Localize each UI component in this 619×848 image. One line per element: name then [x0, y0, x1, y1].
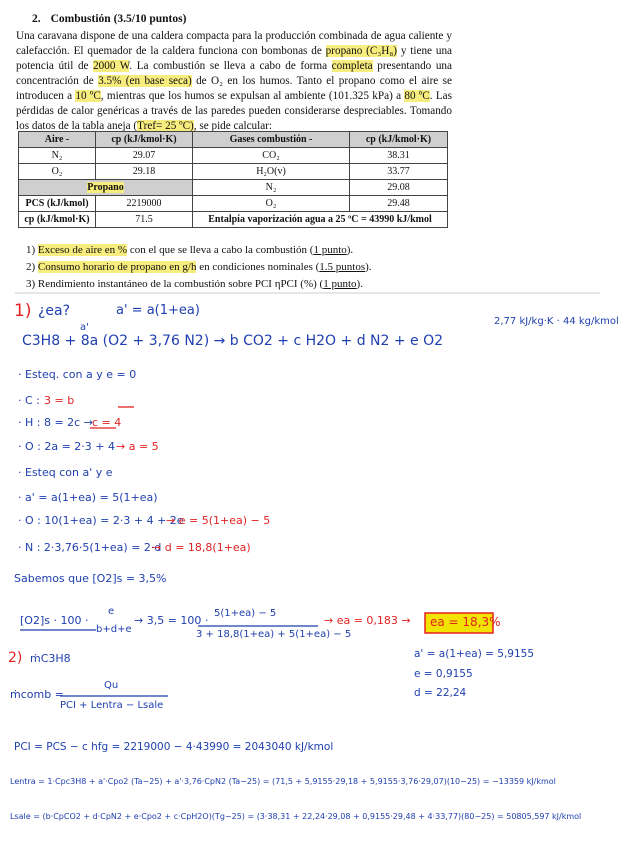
- question-highlight: Exceso de aire en %: [37, 244, 128, 256]
- problem-title-text: Combustión (3.5/10 puntos): [50, 13, 187, 25]
- table-cell: cp (kJ/kmol·K): [19, 212, 96, 228]
- question-end: ).: [365, 261, 372, 273]
- eff-den: PCI + Lentra − Lsale: [60, 700, 164, 711]
- note-line: · H : 8 = 2c →: [18, 416, 93, 429]
- table-cell: N₂: [193, 180, 350, 196]
- question-points: 1 punto: [323, 278, 357, 290]
- note-line-red: → a = 5: [116, 440, 159, 453]
- table-cell: 29.48: [350, 196, 448, 212]
- question-points: 1 punto: [313, 244, 347, 256]
- text-highlight: 3.5% (en base seca): [98, 75, 192, 87]
- formula-num: 5(1+ea) − 5: [214, 608, 277, 619]
- eff-num: Qu: [104, 680, 119, 691]
- note-line-red: 3 = b: [44, 394, 75, 407]
- note-side: 2,77 kJ/kg·K · 44 kg/kmol: [494, 316, 619, 327]
- note-q2-number: 2): [8, 650, 23, 666]
- question-highlight: Consumo horario de propano en g/h: [37, 261, 197, 273]
- text-seg: y tiene una potencia útil de: [16, 45, 453, 72]
- formula-result-step: → ea = 0,183 →: [324, 614, 411, 627]
- table-cell: PCS (kJ/kmol): [19, 196, 96, 212]
- note-line: · Esteq con a' y e: [18, 466, 113, 479]
- lsale-line: Lsale = (b·CpCO2 + d·CpN2 + e·Cpo2 + c·CpH2O)(Tg−25) = (3·38,31 + 22,24·29,08 + 0,9155·29,48 + 4·33,77)(80−25) = 50805,597 kJ/kmol: [10, 812, 582, 821]
- text-highlight: propano (C₃H₈): [325, 45, 397, 57]
- text-seg: . La combustión se lleva a cabo de forma: [129, 60, 332, 72]
- text-seg: , mientras que los humos se expulsan al ambiente (101.325 kPa) a: [100, 90, 405, 102]
- formula-step: → 3,5 = 100 ·: [134, 614, 209, 627]
- note-line-red: → e = 5(1+ea) − 5: [166, 514, 271, 527]
- question-number: 1): [26, 244, 36, 256]
- lentra-line: Lentra = 1·Cpc3H8 + a'·Cpo2 (Ta−25) + a'·3,76·CpN2 (Ta−25) = (71,5 + 5,9155·29,18 + 5,9155·3,76·29,07)(10−25) = −13359 kJ/kmol: [10, 777, 556, 786]
- question-end: ).: [346, 244, 354, 256]
- question-text: con el que se lleva a cabo la combustión (: [127, 244, 314, 256]
- formula-o2-lhs: [O2]s · 100 ·: [20, 614, 89, 627]
- table-cell: 33.77: [350, 164, 448, 180]
- question-number: 3): [26, 278, 36, 290]
- table-header: cp (kJ/kmol·K): [96, 132, 193, 148]
- table-cell: O₂: [19, 164, 96, 180]
- text-highlight: 80 ºC: [404, 90, 430, 102]
- text-highlight: 10 ºC: [75, 90, 101, 102]
- table-cell: O₂: [193, 196, 350, 212]
- table-header: Aire -: [19, 132, 96, 148]
- text-seg: . Las pérdidas de calor genéricas a través de las paredes pueden considerarse despreciables. Tomando los datos de la tabla aneja (: [16, 90, 452, 132]
- note-line: · Esteq. con a y e = 0: [18, 368, 137, 381]
- note-line-red: → d = 18,8(1+ea): [152, 541, 251, 554]
- table-cell: Entalpía vaporización agua a 25 ºC = 43990 kJ/kmol: [193, 212, 448, 228]
- note-equation: C3H8 + 8a (O2 + 3,76 N2) → b CO2 + c H2O + d N2 + e O2: [22, 333, 444, 349]
- question-points: 1.5 puntos: [319, 261, 366, 273]
- value-e: e = 0,9155: [414, 668, 473, 680]
- text-highlight: completa: [331, 60, 373, 72]
- note-line: · a' = a(1+ea) = 5(1+ea): [18, 491, 158, 504]
- value-aprime: a' = a(1+ea) = 5,9155: [414, 648, 535, 660]
- note-q1-title: ¿ea?: [38, 303, 71, 319]
- text-highlight: 2000 W: [93, 60, 130, 72]
- table-cell: 2219000: [96, 196, 193, 212]
- table-cell: 29.08: [350, 180, 448, 196]
- formula-o2-den: b+d+e: [96, 624, 132, 635]
- table-cell: 29.18: [96, 164, 193, 180]
- value-d: d = 22,24: [414, 687, 467, 699]
- problem-number: 2.: [32, 13, 41, 25]
- table-header: cp (kJ/kmol·K): [350, 132, 448, 148]
- pci-line: PCI = PCS − c hfg = 2219000 − 4·43990 = 2043040 kJ/kmol: [14, 741, 334, 753]
- question-text: Rendimiento instantáneo de la combustión sobre PCI ηPCI (%) (: [37, 278, 324, 290]
- formula-den: 3 + 18,8(1+ea) + 5(1+ea) − 5: [196, 629, 352, 640]
- table-cell: N₂: [19, 148, 96, 164]
- note-aprime: a' = a(1+ea): [116, 303, 200, 318]
- note-line-red: c = 4: [92, 416, 122, 429]
- table-cell: 38.31: [350, 148, 448, 164]
- formula-o2-num: e: [108, 606, 115, 617]
- note-line: Sabemos que [O2]s = 3,5%: [14, 572, 167, 585]
- table-cell: H₂O(v): [193, 164, 350, 180]
- question-number: 2): [26, 261, 36, 273]
- note-line: · C :: [18, 394, 40, 407]
- note-line: · O : 10(1+ea) = 2·3 + 4 + 2e: [18, 514, 184, 527]
- eff-lhs: ṁcomb =: [10, 688, 64, 701]
- table-cell: 71.5: [96, 212, 193, 228]
- table-cell: 29.07: [96, 148, 193, 164]
- propano-label: Propano: [87, 182, 124, 193]
- question-end: ).: [356, 278, 363, 290]
- note-q1-number: 1): [14, 301, 32, 321]
- note-line: · N : 2·3,76·5(1+ea) = 2·d: [18, 541, 162, 554]
- table-header: Gases combustión -: [193, 132, 350, 148]
- text-seg: , se pide calcular:: [193, 120, 273, 132]
- note-q2-title: ṁC3H8: [30, 652, 71, 665]
- note-line: · O : 2a = 2·3 + 4: [18, 440, 116, 453]
- text-seg: presentando una concentración de: [16, 60, 452, 87]
- question-text: en condiciones nominales (: [196, 261, 320, 273]
- text-seg: de O₂ en los humos. Tanto el propano como el aire se introducen a: [16, 75, 452, 102]
- table-cell: CO₂: [193, 148, 350, 164]
- text-seg: Una caravana dispone de una caldera compacta para la producción combinada de agua caliente y calefacción. El quemador de la caldera funciona con bombonas de: [16, 30, 452, 57]
- text-highlight: Tref= 25 ºC): [137, 120, 194, 132]
- result-value: ea = 18,3%: [430, 615, 501, 629]
- note-aprime-small: a': [80, 322, 89, 333]
